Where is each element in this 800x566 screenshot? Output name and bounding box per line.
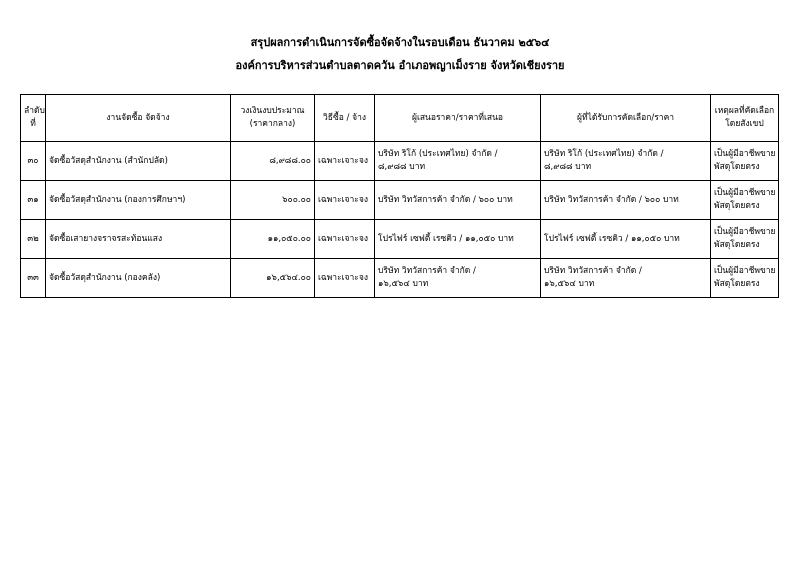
table-row <box>21 142 779 181</box>
row-reason-line-2: พัสดุโดยตรง <box>714 240 760 250</box>
row-bidder <box>375 259 541 298</box>
row-reason-line-1: เป็นผู้มีอาชีพขาย <box>714 149 776 159</box>
table-row <box>21 259 779 298</box>
row-reason <box>711 220 779 259</box>
row-winner <box>541 259 711 298</box>
row-method: เฉพาะเจาะจง <box>315 181 375 220</box>
header-reason-line-1: เหตุผลที่คัดเลือก <box>714 106 775 116</box>
row-item: จัดซื้อวัสดุสำนักงาน (กองคลัง) <box>46 259 231 298</box>
row-winner-line-1: บริษัท วิทวัสการค้า จำกัด / ๖๐๐ บาท <box>544 194 679 205</box>
row-budget: ๖๐๐.๐๐ <box>231 181 315 220</box>
row-reason <box>711 142 779 181</box>
row-winner-line-2: ๘,๙๘๘ บาท <box>544 162 592 172</box>
row-bidder <box>375 181 541 220</box>
row-winner <box>541 220 711 259</box>
header-budget <box>231 95 315 142</box>
row-reason <box>711 181 779 220</box>
row-budget: ๑๖,๕๖๔.๐๐ <box>231 259 315 298</box>
row-bidder-line-2: ๑๖,๕๖๔ บาท <box>378 279 429 289</box>
header-no-line-2: ที่ <box>30 119 36 129</box>
page-title: สรุปผลการดำเนินการจัดซื้อจัดจ้างในรอบเดือน ธันวาคม ๒๕๖๔ <box>250 36 550 49</box>
row-item: จัดซื้อวัสดุสำนักงาน (กองการศึกษาฯ) <box>46 181 231 220</box>
header-no <box>21 95 46 142</box>
row-no: ๓๒ <box>21 220 46 259</box>
row-no: ๓๐ <box>21 142 46 181</box>
header-no-line-1: ลำดับ <box>24 106 45 116</box>
row-reason-line-2: พัสดุโดยตรง <box>714 279 760 289</box>
header-budget-line-1: วงเงินงบประมาณ <box>240 106 305 116</box>
table-header-row <box>21 95 779 142</box>
header-budget-line-2: (ราคากลาง) <box>249 119 296 129</box>
header-winner: ผู้ที่ได้รับการคัดเลือก/ราคา <box>541 95 711 142</box>
row-no: ๓๓ <box>21 259 46 298</box>
row-reason-line-1: เป็นผู้มีอาชีพขาย <box>714 266 776 276</box>
row-winner-line-2: ๑๖,๕๖๔ บาท <box>544 279 595 289</box>
row-bidder-line-1: บริษัท วิทวัสการค้า จำกัด / <box>378 266 476 276</box>
row-budget: ๑๑,๐๕๐.๐๐ <box>231 220 315 259</box>
row-item: จัดซื้อวัสดุสำนักงาน (สำนักปลัด) <box>46 142 231 181</box>
row-bidder-line-1: บริษัท ริโก้ (ประเทศไทย) จำกัด / <box>378 149 498 159</box>
row-reason-line-2: พัสดุโดยตรง <box>714 201 760 211</box>
row-reason <box>711 259 779 298</box>
row-reason-line-1: เป็นผู้มีอาชีพขาย <box>714 227 776 237</box>
row-bidder <box>375 142 541 181</box>
row-budget: ๘,๙๘๘.๐๐ <box>231 142 315 181</box>
row-bidder <box>375 220 541 259</box>
header-reason <box>711 95 779 142</box>
row-reason-line-2: พัสดุโดยตรง <box>714 162 760 172</box>
row-winner-line-1: โปรไฟร์ เซฟตี้ เรซคิว / ๑๑,๐๕๐ บาท <box>544 233 680 244</box>
procurement-table <box>20 94 779 298</box>
header-item: งานจัดซื้อ จัดจ้าง <box>46 95 231 142</box>
row-method: เฉพาะเจาะจง <box>315 259 375 298</box>
row-winner <box>541 142 711 181</box>
row-bidder-line-1: โปรไฟร์ เซฟตี้ เรซคิว / ๑๑,๐๕๐ บาท <box>378 233 514 244</box>
row-no: ๓๑ <box>21 181 46 220</box>
row-bidder-line-2: ๘,๙๘๘ บาท <box>378 162 426 172</box>
row-method: เฉพาะเจาะจง <box>315 220 375 259</box>
row-reason-line-1: เป็นผู้มีอาชีพขาย <box>714 188 776 198</box>
table-row <box>21 181 779 220</box>
row-winner <box>541 181 711 220</box>
header-bidders: ผู้เสนอราคา/ราคาที่เสนอ <box>375 95 541 142</box>
row-winner-line-1: บริษัท ริโก้ (ประเทศไทย) จำกัด / <box>544 149 664 159</box>
page-subtitle: องค์การบริหารส่วนตำบลตาดควัน อำเภอพญาเม็งราย จังหวัดเชียงราย <box>235 59 565 72</box>
header-reason-line-2: โดยสังเขป <box>725 119 764 129</box>
row-method: เฉพาะเจาะจง <box>315 142 375 181</box>
row-item: จัดซื้อเสายางจราจรสะท้อนแสง <box>46 220 231 259</box>
row-bidder-line-1: บริษัท วิทวัสการค้า จำกัด / ๖๐๐ บาท <box>378 194 513 205</box>
header-method: วิธีซื้อ / จ้าง <box>315 95 375 142</box>
table-row <box>21 220 779 259</box>
row-winner-line-1: บริษัท วิทวัสการค้า จำกัด / <box>544 266 642 276</box>
